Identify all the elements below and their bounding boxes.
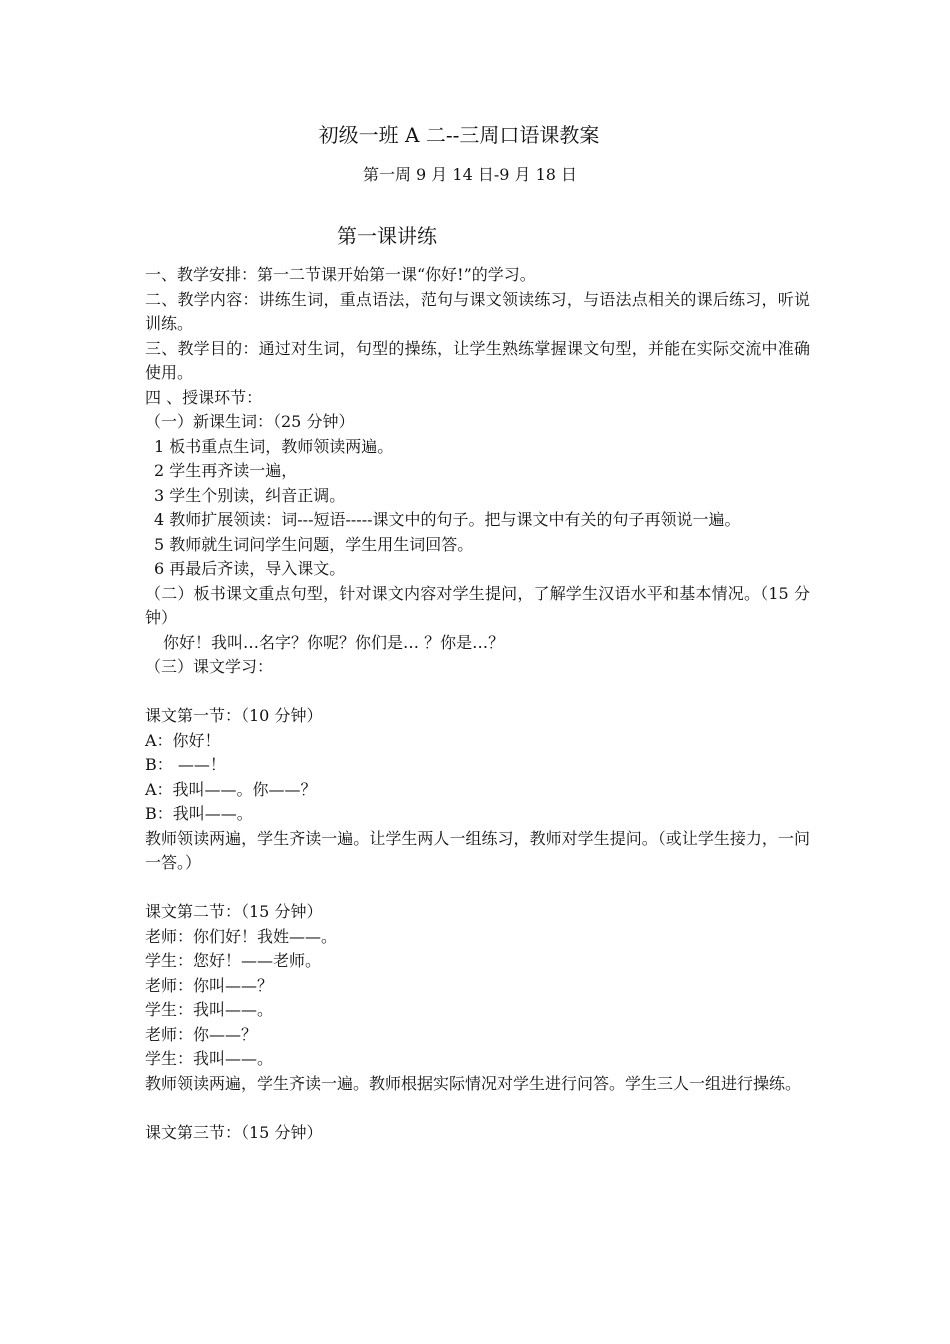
section-goal: 三、教学目的：通过对生词，句型的操练，让学生熟练掌握课文句型，并能在实际交流中准确使用。 <box>145 338 810 382</box>
section-arrangement: 一、教学安排：第一二节课开始第一课“你好!”的学习。 <box>145 265 536 284</box>
document-subtitle: 第一周 9 月 14 日-9 月 18 日 <box>362 165 578 184</box>
document-title: 初级一班 A 二--三周口语课教案 <box>318 123 600 147</box>
part-new-words: （一）新课生词：（25 分钟） <box>145 412 355 431</box>
step-item: 2 学生再齐读一遍， <box>154 461 298 480</box>
text-section-title: 课文第三节：（15 分钟） <box>145 1122 323 1142</box>
teaching-note: 教师领读两遍，学生齐读一遍。让学生两人一组练习，教师对学生提问。（或让学生接力，一问一答。） <box>145 828 810 872</box>
blank-line <box>145 680 810 705</box>
step-item: 3 学生个别读，纠音正调。 <box>154 485 346 505</box>
dialogue-line: 老师：你们好！我姓——。 <box>145 926 338 946</box>
sentence-patterns: 你好！我叫…名字？你呢？你们是… ？你是…？ <box>163 632 505 652</box>
dialogue-line: A：我叫——。你——？ <box>145 779 317 799</box>
dialogue-line: 学生：我叫——。 <box>145 1000 274 1019</box>
section-content: 二、教学内容：讲练生词，重点语法，范句与课文领读练习，与语法点相关的课后练习，听说训练。 <box>145 289 810 333</box>
lesson-title: 第一课讲练 <box>337 224 437 248</box>
dialogue-line: 学生：我叫——。 <box>145 1049 274 1068</box>
dialogue-line: B： ——！ <box>145 755 226 774</box>
dialogue-line: 老师：你叫——？ <box>145 975 274 995</box>
step-item: 1 板书重点生词，教师领读两遍。 <box>154 436 394 456</box>
dialogue-line: A：你好！ <box>145 730 221 750</box>
section-steps-heading: 四 、授课环节： <box>145 387 263 407</box>
teaching-note: 教师领读两遍，学生齐读一遍。教师根据实际情况对学生进行问答。学生三人一组进行操练。 <box>145 1073 802 1093</box>
blank-line <box>145 876 810 901</box>
step-item: 5 教师就生词问学生问题，学生用生词回答。 <box>154 534 474 554</box>
text-section-title: 课文第一节：（10 分钟） <box>145 706 323 725</box>
blank-line <box>145 1096 810 1121</box>
step-item: 4 教师扩展领读：词---短语-----课文中的句子。把与课文中有关的句子再领说一遍。 <box>154 510 741 529</box>
text-section-title: 课文第二节：（15 分钟） <box>145 902 323 921</box>
dialogue-line: 学生：您好！——老师。 <box>145 951 322 970</box>
step-item: 6 再最后齐读，导入课文。 <box>154 559 346 578</box>
part-text-study: （三）课文学习： <box>145 657 274 676</box>
document-body <box>145 263 810 1145</box>
dialogue-line: 老师：你——？ <box>145 1024 258 1044</box>
part-sentence-patterns: （二）板书课文重点句型，针对课文内容对学生提问，了解学生汉语水平和基本情况。（15 分钟） <box>145 583 810 627</box>
dialogue-line: B：我叫——。 <box>145 804 253 823</box>
